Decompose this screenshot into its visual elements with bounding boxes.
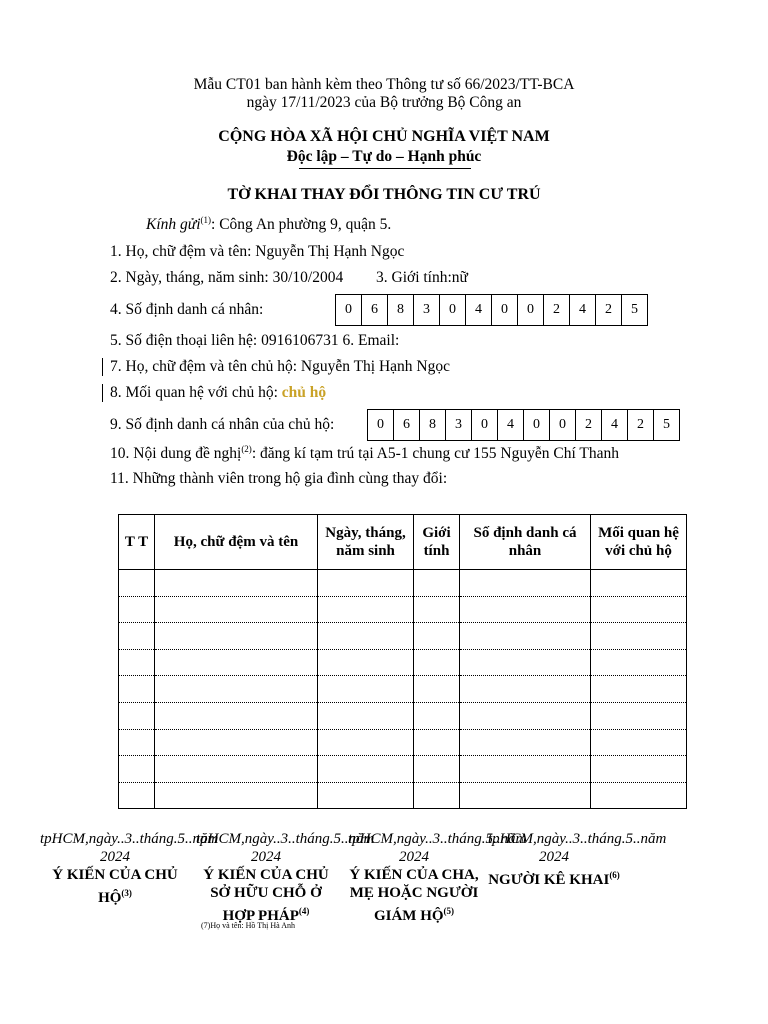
id-digit: 5 xyxy=(631,302,638,317)
table-cell[interactable] xyxy=(460,649,591,676)
table-cell[interactable] xyxy=(318,702,414,729)
form-reference-line1: Mẫu CT01 ban hành kèm theo Thông tư số 66/2023/TT-BCA xyxy=(193,76,575,93)
table-cell[interactable] xyxy=(460,596,591,623)
request-label: 10. Nội dung đề nghị xyxy=(110,445,242,463)
table-cell[interactable] xyxy=(119,623,155,650)
table-cell[interactable] xyxy=(119,649,155,676)
header-relationship: Mối quan hệ với chủ hộ xyxy=(591,515,687,570)
field-request-content xyxy=(110,444,619,463)
table-cell[interactable] xyxy=(119,782,155,809)
national-motto: Độc lập – Tự do – Hạnh phúc xyxy=(286,148,482,165)
header-stt: T T xyxy=(119,515,155,570)
id-digit: 3 xyxy=(414,295,440,325)
field-relationship xyxy=(110,384,326,402)
id-digit: 2 xyxy=(596,295,622,325)
table-cell[interactable] xyxy=(318,729,414,756)
field-phone-email: 5. Số điện thoại liên hệ: 0916106731 6. Email: xyxy=(110,332,400,349)
table-row xyxy=(119,676,687,703)
table-row xyxy=(119,570,687,597)
signature-date: tpHCM,ngày..3..tháng.5..năm 2024 xyxy=(196,831,375,865)
country-name: CỘNG HÒA XÃ HỘI CHỦ NGHĨA VIỆT NAM xyxy=(218,128,550,145)
motto-underline xyxy=(299,168,471,169)
signature-owner xyxy=(196,830,375,925)
table-cell[interactable] xyxy=(318,649,414,676)
table-cell[interactable] xyxy=(414,649,460,676)
table-row xyxy=(119,729,687,756)
table-cell[interactable] xyxy=(460,782,591,809)
table-cell[interactable] xyxy=(119,676,155,703)
table-cell[interactable] xyxy=(591,729,687,756)
table-cell[interactable] xyxy=(119,729,155,756)
signature-date: tpHCM,ngày..3..tháng.5..năm 2024 xyxy=(348,831,527,865)
id-digit: 0 xyxy=(524,410,550,440)
table-cell[interactable] xyxy=(460,756,591,783)
table-cell[interactable] xyxy=(155,623,318,650)
table-cell[interactable] xyxy=(460,676,591,703)
table-cell[interactable] xyxy=(414,676,460,703)
form-reference-line2: ngày 17/11/2023 của Bộ trưởng Bộ Công an xyxy=(246,94,522,111)
table-cell[interactable] xyxy=(119,702,155,729)
recipient-value: : Công An phường 9, quận 5. xyxy=(211,216,392,234)
id-digit: 8 xyxy=(420,410,446,440)
request-footnote: (2) xyxy=(241,444,252,454)
table-cell[interactable] xyxy=(591,649,687,676)
id-digit: 0 xyxy=(472,410,498,440)
table-cell[interactable] xyxy=(460,702,591,729)
recipient-label: Kính gửi xyxy=(146,216,201,234)
id-digit: 2 xyxy=(576,410,602,440)
field-head-id-label: 9. Số định danh cá nhân của chủ hộ: xyxy=(110,416,335,433)
signature-title: Ý KIẾN CỦA CHA, MẸ HOẶC NGƯỜI GIÁM HỘ$^{(5)}$ xyxy=(349,867,479,924)
table-row xyxy=(119,782,687,809)
signature-date: tpHCM,ngày..3..tháng.5..năm 2024 xyxy=(40,831,219,865)
table-cell[interactable] xyxy=(318,676,414,703)
table-cell[interactable] xyxy=(155,756,318,783)
margin-bar xyxy=(102,384,103,402)
field-members-heading: 11. Những thành viên trong hộ gia đình cùng thay đổi: xyxy=(110,470,448,487)
personal-id-boxes xyxy=(335,294,648,326)
signature-title: NGƯỜI KÊ KHAI$^{(6)}$ xyxy=(488,870,620,888)
signature-date: tpHCM,ngày..3..tháng.5..năm 2024 xyxy=(488,831,667,865)
table-cell[interactable] xyxy=(318,570,414,597)
id-digit: 4 xyxy=(498,410,524,440)
table-cell[interactable] xyxy=(591,702,687,729)
table-cell[interactable] xyxy=(318,782,414,809)
table-cell[interactable] xyxy=(318,756,414,783)
header-birth-date: Ngày, tháng, năm sinh xyxy=(318,515,414,570)
id-digit: 0 xyxy=(518,295,544,325)
header-personal-id: Số định danh cá nhân xyxy=(460,515,591,570)
table-cell[interactable] xyxy=(414,782,460,809)
table-cell[interactable] xyxy=(460,623,591,650)
relationship-value: chủ hộ xyxy=(281,384,327,401)
table-cell[interactable] xyxy=(155,729,318,756)
id-digit: 4 xyxy=(570,295,596,325)
id-digit: 4 xyxy=(602,410,628,440)
signature-title: Ý KIẾN CỦA CHỦ HỘ$^{(3)}$ xyxy=(52,867,178,906)
owner-name-note: (7)Họ và tên: Hồ Thị Hà Anh xyxy=(201,921,296,930)
id-digit: 0 xyxy=(492,295,518,325)
field-head-name: 7. Họ, chữ đệm và tên chủ hộ: Nguyễn Thị Hạnh Ngọc xyxy=(110,358,451,375)
table-cell[interactable] xyxy=(318,623,414,650)
request-value: : đăng kí tạm trú tại A5-1 chung cư 155 Nguyễn Chí Thanh xyxy=(251,445,619,463)
table-cell[interactable] xyxy=(591,756,687,783)
table-cell[interactable] xyxy=(155,596,318,623)
table-cell[interactable] xyxy=(119,570,155,597)
id-digit: 6 xyxy=(362,295,388,325)
table-cell[interactable] xyxy=(155,676,318,703)
field-birth-date: 2. Ngày, tháng, năm sinh: 30/10/2004 xyxy=(110,269,344,286)
id-digit: 2 xyxy=(628,410,654,440)
head-id-boxes xyxy=(367,409,680,441)
table-cell[interactable] xyxy=(460,729,591,756)
signature-title: Ý KIẾN CỦA CHỦ SỞ HỮU CHỖ Ở HỢP PHÁP$^{(4)}$ xyxy=(203,867,329,924)
table-cell[interactable] xyxy=(460,570,591,597)
table-cell[interactable] xyxy=(318,596,414,623)
table-header-row xyxy=(119,515,687,570)
recipient-line xyxy=(146,215,391,234)
table-row xyxy=(119,623,687,650)
margin-bar xyxy=(102,358,103,376)
table-row xyxy=(119,756,687,783)
signature-declarant xyxy=(488,830,667,889)
id-digit: 2 xyxy=(544,295,570,325)
table-cell[interactable] xyxy=(591,570,687,597)
relationship-label: 8. Mối quan hệ với chủ hộ: xyxy=(110,384,282,401)
id-digit: 6 xyxy=(394,410,420,440)
table-row xyxy=(119,649,687,676)
field-personal-id-label: 4. Số định danh cá nhân: xyxy=(110,301,264,318)
table-cell[interactable] xyxy=(155,649,318,676)
table-cell[interactable] xyxy=(591,623,687,650)
id-digit: 0 xyxy=(550,410,576,440)
table-cell[interactable] xyxy=(414,729,460,756)
id-digit: 0 xyxy=(368,410,394,440)
table-cell[interactable] xyxy=(414,756,460,783)
table-cell[interactable] xyxy=(414,702,460,729)
id-digit: 5 xyxy=(663,417,670,432)
table-cell[interactable] xyxy=(591,596,687,623)
table-cell[interactable] xyxy=(155,702,318,729)
table-cell[interactable] xyxy=(414,623,460,650)
table-cell[interactable] xyxy=(155,782,318,809)
table-row xyxy=(119,702,687,729)
table-cell[interactable] xyxy=(155,570,318,597)
id-digit: 3 xyxy=(446,410,472,440)
table-row xyxy=(119,596,687,623)
signature-guardian xyxy=(348,830,527,925)
signature-head-of-household xyxy=(40,830,219,907)
table-cell[interactable] xyxy=(119,756,155,783)
header-full-name: Họ, chữ đệm và tên xyxy=(155,515,318,570)
table-cell[interactable] xyxy=(591,676,687,703)
table-cell[interactable] xyxy=(414,570,460,597)
id-digit: 0 xyxy=(336,295,362,325)
members-table xyxy=(118,514,687,809)
table-cell[interactable] xyxy=(119,596,155,623)
page-title: TỜ KHAI THAY ĐỔI THÔNG TIN CƯ TRÚ xyxy=(227,186,541,203)
id-digit: 8 xyxy=(388,295,414,325)
id-digit: 4 xyxy=(466,295,492,325)
field-gender: 3. Giới tính:nữ xyxy=(376,269,468,286)
header-gender: Giới tính xyxy=(414,515,460,570)
id-digit: 0 xyxy=(440,295,466,325)
table-cell[interactable] xyxy=(414,596,460,623)
recipient-footnote: (1) xyxy=(200,215,212,225)
table-cell[interactable] xyxy=(591,782,687,809)
field-full-name: 1. Họ, chữ đệm và tên: Nguyễn Thị Hạnh Ngọc xyxy=(110,243,405,260)
